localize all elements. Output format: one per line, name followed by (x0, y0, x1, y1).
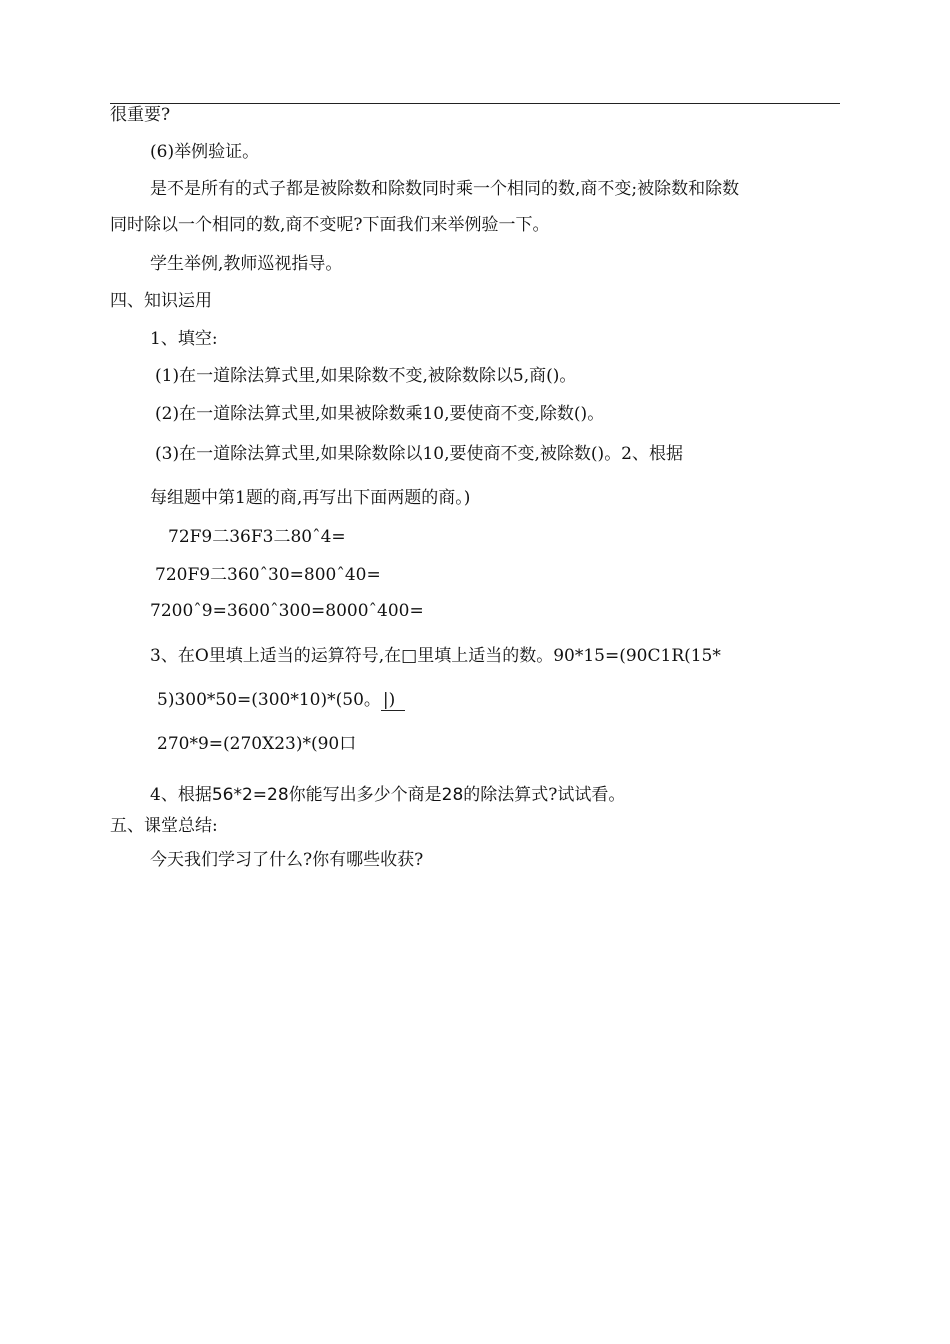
answer-blank: |) (381, 690, 405, 711)
equation-line: 7200ˆ9=3600ˆ300=8000ˆ400= (150, 601, 424, 621)
text-line: 3、在O里填上适当的运算符号,在□里填上适当的数。90*15=(90C1R(15* (150, 646, 721, 666)
header-rule (110, 103, 840, 104)
text-line: 是不是所有的式子都是被除数和除数同时乘一个相同的数,商不变;被除数和除数 (150, 179, 740, 199)
section-heading: 五、课堂总结: (110, 816, 218, 836)
equation-line: 720F9二360ˆ30=800ˆ40= (155, 565, 381, 585)
text-line: (6)举例验证。 (150, 142, 260, 162)
text-line: 学生举例,教师巡视指导。 (150, 254, 343, 274)
section-heading: 四、知识运用 (110, 291, 212, 311)
text-line: 很重要? (110, 105, 171, 125)
text-segment: 4、根据 (150, 785, 212, 805)
formula-text: 56*2=28 (211, 785, 289, 805)
text-line: 每组题中第1题的商,再写出下面两题的商。) (150, 488, 471, 508)
text-line (150, 784, 625, 806)
equation-text: 5)300*50=(300*10)*(50。 (157, 690, 381, 710)
equation-line: 72F9二36F3二80ˆ4= (168, 527, 346, 547)
text-line: 同时除以一个相同的数,商不变呢?下面我们来举例验一下。 (110, 215, 550, 235)
text-segment: 你能写出多少个商是 (288, 785, 442, 805)
text-line: (1)在一道除法算式里,如果除数不变,被除数除以5,商()。 (155, 366, 577, 386)
text-line: (2)在一道除法算式里,如果被除数乘10,要使商不变,除数()。 (155, 404, 605, 424)
equation-line: 270*9=(270X23)*(90口 (157, 734, 357, 754)
number-text: 28 (441, 785, 464, 805)
text-line: (3)在一道除法算式里,如果除数除以10,要使商不变,被除数()。2、根据 (155, 444, 684, 464)
text-line: 1、填空: (150, 329, 218, 349)
equation-line (157, 689, 405, 711)
text-line: 今天我们学习了什么?你有哪些收获? (150, 850, 424, 870)
text-segment: 的除法算式?试试看。 (463, 785, 626, 805)
